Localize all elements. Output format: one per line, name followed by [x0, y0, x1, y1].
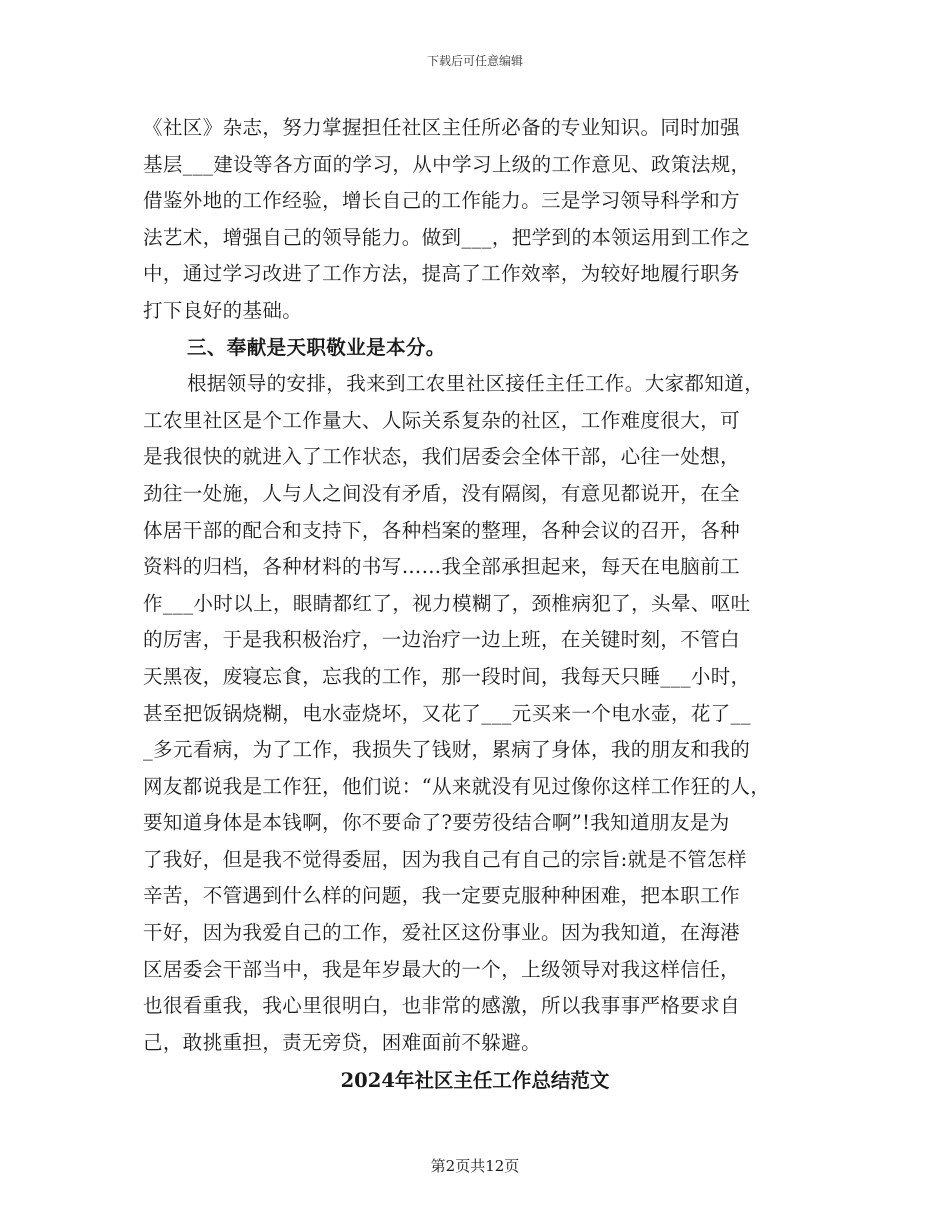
paragraph-line: 是我很快的就进入了工作状态，我们居委会全体干部，心往一处想，	[143, 445, 741, 469]
paragraph-line: 甚至把饭锅烧糊，电水壶烧坏，又花了___元买来一个电水壶，花了__	[143, 701, 751, 725]
document-body	[143, 110, 807, 1100]
paragraph-line: 体居干部的配合和支持下，各种档案的整理，各种会议的召开，各种	[143, 518, 741, 542]
paragraph-line: 了我好，但是我不觉得委屈，因为我自己有自己的宗旨:就是不管怎样	[143, 847, 747, 871]
paragraph-line: 打下良好的基础。	[143, 298, 303, 322]
paragraph-line: 基层___建设等各方面的学习，从中学习上级的工作意见、政策法规，	[143, 152, 751, 176]
paragraph-line: 《社区》杂志，努力掌握担任社区主任所必备的专业知识。同时加强	[143, 116, 741, 139]
paragraph-line: 天黑夜，废寝忘食，忘我的工作，那一段时间，我每天只睡___小时，	[143, 664, 751, 688]
paragraph-line: 要知道身体是本钱啊，你不要命了?要劳役结合啊”!我知道朋友是为	[143, 811, 730, 835]
page-footer: 第2页共12页	[430, 1157, 520, 1175]
document-title: 2024年社区主任工作总结范文	[340, 1069, 610, 1093]
paragraph-line: 借鉴外地的工作经验，增长自己的工作能力。三是学习领导科学和方	[143, 189, 741, 213]
section-heading: 三、奉献是天职敬业是本分。	[187, 335, 446, 359]
paragraph-line: 干好，因为我爱自己的工作，爱社区这份事业。因为我知道，在海港	[143, 921, 741, 945]
paragraph-line: 网友都说我是工作狂，他们说：“从来就没有见过像你这样工作狂的人，	[143, 774, 771, 798]
paragraph-line: 法艺术，增强自己的领导能力。做到___，把学到的本领运用到工作之	[143, 225, 751, 249]
paragraph-line: 己，敢挑重担，责无旁贷，困难面前不躲避。	[143, 1030, 542, 1054]
page-header: 下载后可任意编辑	[426, 54, 523, 68]
paragraph-line: 作___小时以上，眼睛都红了，视力模糊了，颈椎病犯了，头晕、呕吐	[143, 591, 751, 615]
paragraph-line: _多元看病，为了工作，我损失了钱财，累病了身体，我的朋友和我的	[143, 738, 751, 762]
paragraph-line: 区居委会干部当中，我是年岁最大的一个，上级领导对我这样信任，	[143, 957, 741, 981]
paragraph-line: 也很看重我，我心里很明白，也非常的感激，所以我事事严格要求自	[143, 994, 741, 1018]
paragraph-line: 资料的归档，各种材料的书写……我全部承担起来，每天在电脑前工	[143, 555, 741, 579]
paragraph-line: 辛苦，不管遇到什么样的问题，我一定要克服种种困难，把本职工作	[143, 884, 741, 908]
paragraph-line: 的厉害，于是我积极治疗，一边治疗一边上班，在关键时刻，不管白	[143, 628, 741, 652]
paragraph-line: 工农里社区是个工作量大、人际关系复杂的社区，工作难度很大，可	[143, 408, 741, 432]
paragraph-line: 根据领导的安排，我来到工农里社区接任主任工作。大家都知道，	[187, 372, 765, 396]
paragraph-line: 劲往一处施，人与人之间没有矛盾，没有隔阂，有意见都说开，在全	[143, 481, 741, 505]
paragraph-line: 中，通过学习改进了工作方法，提高了工作效率，为较好地履行职务	[143, 262, 741, 286]
